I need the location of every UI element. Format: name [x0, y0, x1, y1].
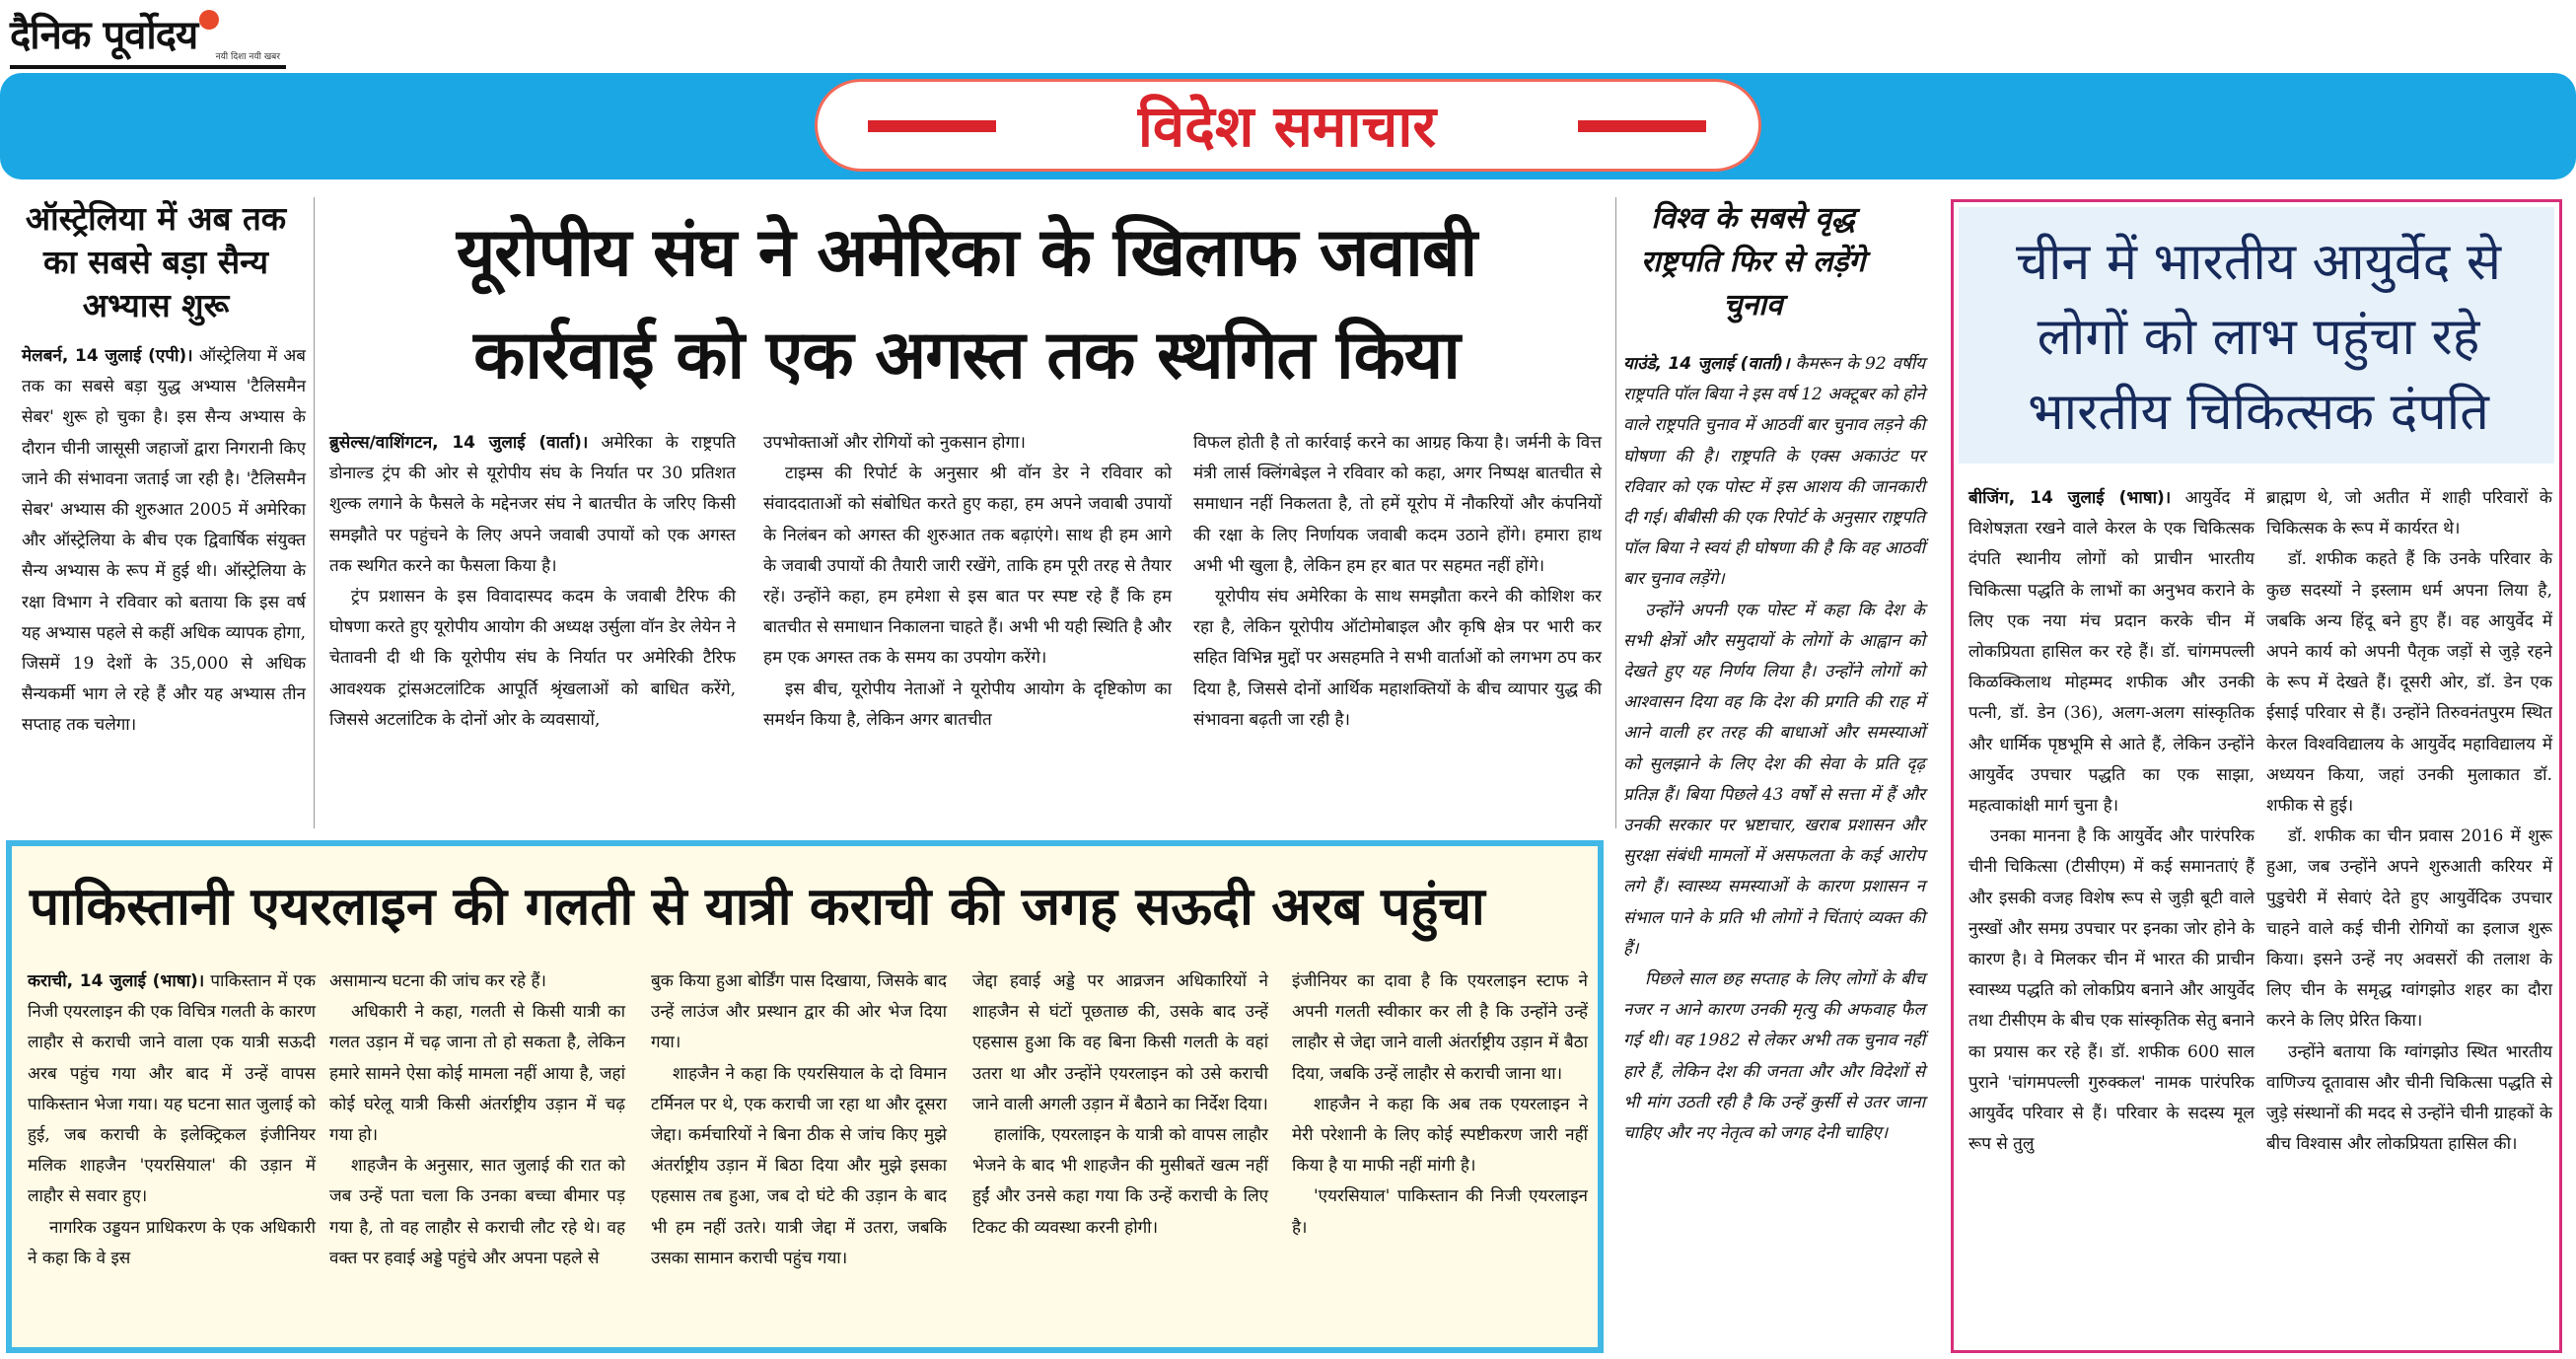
bottom-story-paragraph: जेद्दा हवाई अड्डे पर आव्रजन अधिकारियों ने शाहजैन से घंटों पूछताछ की, उसके बाद उन्हें एहसास हुआ कि वह बिना किसी गलती के वहां उतरा था और उन्होंने एयरलाइन को उसे कराची जाने वाली अगली उड़ान में बैठाने का निर्देश दिया। — [972, 971, 1268, 1114]
main-story-paragraph: टाइम्स की रिपोर्ट के अनुसार श्री वॉन डेर ने रविवार को संवाददाताओं को संबोधित करते हुए कहा, हम अपने जवाबी उपायों के निलंबन को अगस्त की शुरुआत तक बढ़ाएंगे। साथ ही हम आगे के जवाबी उपायों की तैयारी जारी रखेंगे, ताकि हम पूरी तरह से तैयार रहें। उन्होंने कहा, हम हमेशा से इस बात पर स्पष्ट रहे हैं कि हम बातचीत से समाधान निकालना चाहते हैं। अभी भी यही स्थिति है और हम एक अगस्त तक के समय का उपयोग करेंगे। — [763, 464, 1173, 669]
right-story-headline: चीन में भारतीय आयुर्वेद से लोगों को लाभ पहुंचा रहे भारतीय चिकित्सक दंपति — [2015, 233, 2502, 442]
bottom-story-paragraph: असामान्य घटना की जांच कर रहे हैं। — [329, 971, 546, 991]
masthead — [10, 6, 286, 67]
bottom-story-paragraph: शाहजैन के अनुसार, सात जुलाई की रात को जब उन्हें पता चला कि उनका बच्चा बीमार पड़ गया है, तो वह लाहौर से कराची लौट रहे थे। वह वक्त पर हवाई अड्डे पहुंचे और अपना पहले से — [329, 1156, 625, 1268]
main-story-paragraph: इस बीच, यूरोपीय नेताओं ने यूरोपीय आयोग के दृष्टिकोण का समर्थन किया है, लेकिन अगर बातचीत — [763, 679, 1172, 730]
masthead-tagline: नयी दिशा नयी खबर — [215, 52, 280, 62]
right-story-dateline: बीजिंग, 14 जुलाई (भाषा)। — [1968, 488, 2172, 508]
mid-story-dateline: याउंडे, 14 जुलाई (वार्ता)। — [1623, 354, 1790, 374]
right-story-paragraph: उन्होंने बताया कि ग्वांगझोउ स्थित भारतीय वाणिज्य दूतावास और चीनी चिकित्सा पद्धति से जुड़े संस्थानों की मदद से उन्होंने चीनी ग्राहकों के बीच विश्वास और लोकप्रियता हासिल की। — [2266, 1041, 2552, 1155]
right-story-paragraph: डॉ. शफीक का चीन प्रवास 2016 में शुरू हुआ, जब उन्होंने अपने शुरुआती करियर में पुडुचेरी में सेवाएं देते हुए आयुर्वेदिक उपचार चाहने वाले कई चीनी रोगियों का इलाज शुरू किया। इसने उन्हें नए अवसरों की तलाश के लिए चीन के समृद्ध ग्वांगझोउ शहर का दौरा करने के लिए प्रेरित किया। — [2266, 826, 2552, 1032]
right-story-column-1 — [1968, 483, 2254, 1160]
section-title: विदेश समाचार — [1137, 93, 1437, 160]
main-story-column-1 — [329, 428, 736, 736]
right-story-paragraph: उनका मानना है कि आयुर्वेद और पारंपरिक चीनी चिकित्सा (टीसीएम) में कई समानताएं हैं और इसकी वजह विशेष रूप से जुड़ी बूटी वाले नुस्खों और समग्र उपचार पर इनका जोर होने के कारण है। वे मिलकर चीन में भारत की प्राचीन स्वास्थ्य पद्धति को लोकप्रिय बनाने और आयुर्वेद तथा टीसीएम के बीच एक सांस्कृतिक सेतु बनाने का प्रयास कर रहे हैं। डॉ. शफीक 600 साल पुराने 'चांगमपल्ली गुरुक्कल' नामक पारंपरिक आयुर्वेद परिवार से हैं। परिवार के सदस्य मूल रूप से तुलु — [1968, 826, 2254, 1155]
left-story-headline: ऑस्ट्रेलिया में अब तक का सबसे बड़ा सैन्य अभ्यास शुरू — [25, 199, 287, 324]
right-story-paragraph: ब्राह्मण थे, जो अतीत में शाही परिवारों के चिकित्सक के रूप में कार्यरत थे। — [2266, 488, 2552, 539]
bottom-story-dateline: कराची, 14 जुलाई (भाषा)। — [28, 971, 205, 991]
left-story-dateline: मेलबर्न, 14 जुलाई (एपी)। — [22, 346, 193, 366]
bottom-story-paragraph: शाहजैन ने कहा कि एयरसियाल के दो विमान टर्मिनल पर थे, एक कराची जा रहा था और दूसरा जेद्दा। कर्मचारियों ने बिना ठीक से जांच किए मुझे अंतर्राष्ट्रीय उड़ान में बिठा दिया और मुझे इसका एहसास तब हुआ, जब दो घंटे की उड़ान के बाद भी हम नहीं उतरे। यात्री जेद्दा में उतरा, जबकि उसका सामान कराची पहुंच गया। — [651, 1063, 947, 1268]
bottom-story-paragraph: बुक किया हुआ बोर्डिंग पास दिखाया, जिसके बाद उन्हें लाउंज और प्रस्थान द्वार की ओर भेज दिया गया। — [651, 971, 947, 1053]
main-story-paragraph: अमेरिका के राष्ट्रपति डोनाल्ड ट्रंप की ओर से यूरोपीय संघ के निर्यात पर 30 प्रतिशत शुल्क लगाने के फैसले के मद्देनजर संघ ने बातचीत के जरिए किसी समझौते पर पहुंचने के लिए अपने जवाबी उपायों को एक अगस्त तक स्थगित करने का फैसला किया है। — [329, 433, 737, 576]
bottom-story-column-3 — [651, 966, 947, 1274]
bottom-story-paragraph: पाकिस्तान में एक निजी एयरलाइन की एक विचित्र गलती के कारण लाहौर से कराची जाने वाला एक यात्री सऊदी अरब पहुंच गया और बाद में उन्हें वापस पाकिस्तान भेजा गया। यह घटना सात जुलाई को हुई, जब कराची के इलेक्ट्रिकल इंजीनियर मलिक शाहजैन 'एयरसियाल' की उड़ान में लाहौर से सवार हुए। — [28, 971, 317, 1207]
main-story-paragraph: विफल होती है तो कार्रवाई करने का आग्रह किया है। जर्मनी के वित्त मंत्री लार्स क्लिंगबेइल ने रविवार को कहा, अगर निष्पक्ष बातचीत से समाधान नहीं निकलता है, तो हमें यूरोप में नौकरियों और कंपनियों की रक्षा के लिए निर्णायक जवाबी कदम उठाने होंगे। हमारा हाथ अभी भी खुला है, लेकिन हम हर बात पर सहमत नहीं होंगे। — [1193, 433, 1602, 576]
bottom-story-paragraph: हालांकि, एयरलाइन के यात्री को वापस लाहौर भेजने के बाद भी शाहजैन की मुसीबतें खत्म नहीं हुईं और उनसे कहा गया कि उन्हें कराची के लिए टिकट की व्यवस्था करनी होगी। — [972, 1125, 1268, 1238]
column-divider — [1615, 197, 1616, 828]
bottom-story-paragraph: शाहजैन ने कहा कि अब तक एयरलाइन ने मेरी परेशानी के लिए कोई स्पष्टीकरण जारी नहीं किया है या माफी नहीं मांगी है। — [1292, 1094, 1588, 1177]
right-story-column-2 — [2266, 483, 2552, 1160]
bottom-story-paragraph: इंजीनियर का दावा है कि एयरलाइन स्टाफ ने अपनी गलती स्वीकार कर ली है कि उन्होंने उन्हें लाहौर से जेद्दा जाने वाली अंतर्राष्ट्रीय उड़ान में बैठा दिया, जबकि उन्हें लाहौर से कराची जाना था। — [1292, 971, 1588, 1084]
column-divider — [314, 197, 315, 828]
main-story-paragraph: यूरोपीय संघ अमेरिका के साथ समझौता करने की कोशिश कर रहा है, लेकिन यूरोपीय ऑटोमोबाइल और कृषि क्षेत्र पर भारी कर सहित विभिन्न मुद्दों पर असहमति ने सभी वार्ताओं को लगभग ठप कर दिया है, जिससे दोनों आर्थिक महाशक्तियों के बीच व्यापार युद्ध की संभावना बढ़ती जा रही है। — [1193, 587, 1602, 730]
left-story-body — [22, 341, 306, 742]
masthead-title: दैनिक पूर्वोदय — [10, 13, 198, 58]
main-story-headline — [325, 202, 1608, 407]
bottom-story-paragraph: 'एयरसियाल' पाकिस्तान की निजी एयरलाइन है। — [1292, 1186, 1588, 1238]
left-story-paragraph: ऑस्ट्रेलिया में अब तक का सबसे बड़ा युद्ध अभ्यास 'टैलिसमैन सेबर' शुरू हो चुका है। इस सैन्य अभ्यास के दौरान चीनी जासूसी जहाजों द्वारा निगरानी किए जाने की संभावना जताई जा रही है। 'टैलिसमैन सेबर' अभ्यास की शुरुआत 2005 में अमेरिका और ऑस्ट्रेलिया के बीच एक द्विवार्षिक संयुक्त सैन्य अभ्यास के रूप में हुई थी। ऑस्ट्रेलिया के रक्षा विभाग ने रविवार को बताया कि इस वर्ष यह अभ्यास पहले से कहीं अधिक व्यापक होगा, जिसमें 19 देशों के 35,000 से अधिक सैन्यकर्मी भाग ले रहे हैं और यह अभ्यास तीन सप्ताह तक चलेगा। — [22, 346, 306, 736]
bottom-story-column-5 — [1292, 966, 1588, 1244]
mid-story-paragraph: कैमरून के 92 वर्षीय राष्ट्रपति पॉल बिया ने इस वर्ष 12 अक्टूबर को होने वाले राष्ट्रपति चुनाव में आठवीं बार चुनाव लड़ने की घोषणा की है। राष्ट्रपति के एक्स अकाउंट पर रविवार को एक पोस्ट में इस आशय की जानकारी दी गई। बीबीसी की एक रिपोर्ट के अनुसार राष्ट्रपति पॉल बिया ने स्वयं ही घोषणा की है कि वह आठवीं बार चुनाव लड़ेंगे। — [1623, 354, 1926, 590]
masthead-logo-icon — [199, 10, 219, 30]
main-story-dateline: ब्रुसेल्स/वाशिंगटन, 14 जुलाई (वार्ता)। — [329, 433, 589, 453]
main-story-paragraph: उपभोक्ताओं और रोगियों को नुकसान होगा। — [763, 433, 1026, 453]
main-story-headline-line2: कार्रवाई को एक अगस्त तक स्थगित किया — [473, 317, 1460, 394]
mid-story-paragraph: उन्होंने अपनी एक पोस्ट में कहा कि देश के सभी क्षेत्रों और समुदायों के लोगों के आह्वान को देखते हुए यह निर्णय लिया है। उन्होंने लोगों को आश्वासन दिया वह कि देश की प्रगति की राह में आने वाली हर तरह की बाधाओं और समस्याओं को सुलझाने के लिए देश की सेवा के प्रति दृढ़ प्रतिज्ञ हैं। बिया पिछले 43 वर्षों से सत्ता में हैं और उनकी सरकार पर भ्रष्टाचार, खराब प्रशासन और सुरक्षा संबंधी मामलों में असफलता के कई आरोप लगे हैं। स्वास्थ्य समस्याओं के कारण प्रशासन न संभाल पाने के प्रति भी लोगों ने चिंताएं व्यक्त की हैं। — [1623, 600, 1925, 959]
main-story-headline-line1: यूरोपीय संघ ने अमेरिका के खिलाफ जवाबी — [456, 214, 1477, 292]
mid-story-headline: विश्व के सबसे वृद्ध राष्ट्रपति फिर से लड़ेंगे चुनाव — [1640, 201, 1866, 322]
main-story-column-3 — [1193, 428, 1602, 736]
mid-story-body — [1623, 349, 1925, 1149]
bottom-story-column-2 — [329, 966, 625, 1274]
main-story-column-2 — [763, 428, 1172, 736]
bottom-story-column-4 — [972, 966, 1268, 1244]
main-story-paragraph: ट्रंप प्रशासन के इस विवादास्पद कदम के जवाबी टैरिफ की घोषणा करते हुए यूरोपीय आयोग की अध्यक्ष उर्सुला वॉन डेर लेयेन ने चेतावनी दी थी कि यूरोपीय संघ के निर्यात पर अमेरिकी टैरिफ आवश्यक ट्रांसअटलांटिक आपूर्ति श्रृंखलाओं को बाधित करेंगे, जिससे अटलांटिक के दोनों ओर के व्यवसायों, — [329, 587, 736, 730]
banner-left-bar — [868, 120, 996, 132]
bottom-story-paragraph: नागरिक उड्डयन प्राधिकरण के एक अधिकारी ने कहा कि वे इस — [28, 1217, 316, 1268]
right-story-paragraph: आयुर्वेद में विशेषज्ञता रखने वाले केरल के एक चिकित्सक दंपति स्थानीय लोगों को प्राचीन भारतीय चिकित्सा पद्धति के लाभों का अनुभव कराने के लिए एक नया मंच प्रदान करके चीन में लोकप्रियता हासिल कर रहे हैं। डॉ. चांगमपल्ली किळक्किलाथ मोहम्मद शफीक और उनकी पत्नी, डॉ. डेन (36), अलग-अलग सांस्कृतिक और धार्मिक पृष्ठभूमि से आते हैं, लेकिन उन्होंने आयुर्वेद उपचार पद्धति का एक साझा, महत्वाकांक्षी मार्ग चुना है। — [1968, 488, 2254, 817]
bottom-story-headline: पाकिस्तानी एयरलाइन की गलती से यात्री कराची की जगह सऊदी अरब पहुंचा — [30, 877, 1485, 937]
bottom-story-paragraph: अधिकारी ने कहा, गलती से किसी यात्री का गलत उड़ान में चढ़ जाना तो हो सकता है, लेकिन हमारे सामने ऐसा कोई मामला नहीं आया है, जहां कोई घरेलू यात्री किसी अंतर्राष्ट्रीय उड़ान में चढ़ गया हो। — [329, 1002, 625, 1146]
banner-right-bar — [1578, 120, 1706, 132]
bottom-story-column-1 — [28, 966, 316, 1274]
mid-story-paragraph: पिछले साल छह सप्ताह के लिए लोगों के बीच नजर न आने कारण उनकी मृत्यु की अफवाह फैल गई थी। वह 1982 से लेकर अभी तक चुनाव नहीं हारे हैं, लेकिन देश की जनता और और विदेशों से भी मांग उठती रही है कि उन्हें कुर्सी से उतर जाना चाहिए और नए नेतृत्व को जगह देनी चाहिए। — [1623, 969, 1925, 1144]
right-story-paragraph: डॉ. शफीक कहते हैं कि उनके परिवार के कुछ सदस्यों ने इस्लाम धर्म अपना लिया है, जबकि अन्य हिंदू बने हुए हैं। वह आयुर्वेद में अपने कार्य को अपनी पैतृक जड़ों से जुड़े रहने के रूप में देखते हैं। दूसरी ओर, डॉ. डेन एक ईसाई परिवार से हैं। उन्होंने तिरुवनंतपुरम स्थित केरल विश्वविद्यालय के आयुर्वेद महाविद्यालय में अध्ययन किया, जहां उनकी मुलाकात डॉ. शफीक से हुई। — [2266, 549, 2552, 817]
masthead-rule — [10, 65, 286, 69]
